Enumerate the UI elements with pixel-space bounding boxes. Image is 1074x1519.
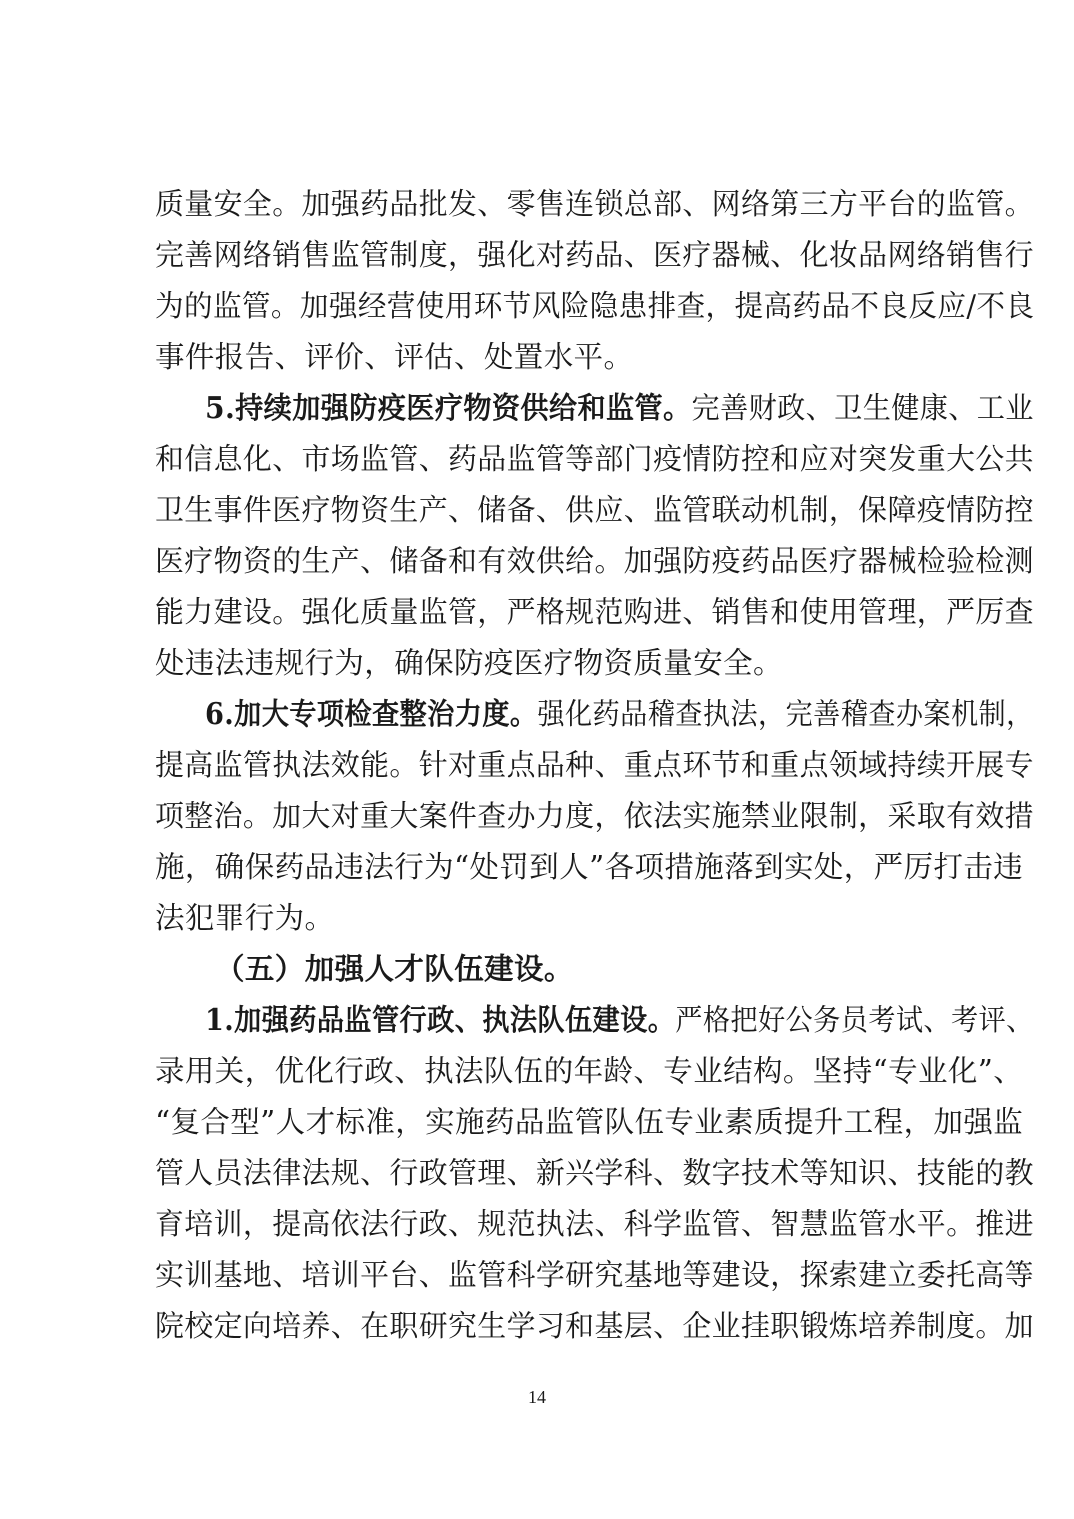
body-line: 录用关，优化行政、执法队伍的年龄、专业结构。坚持“专业化”、 xyxy=(155,1054,1024,1088)
body-line: 能力建设。强化质量监管，严格规范购进、销售和使用管理，严厉查 xyxy=(155,595,1034,629)
body-line: 处违法违规行为，确保防疫医疗物资质量安全。 xyxy=(155,646,783,680)
item-5-title: 5.持续加强防疫医疗物资供给和监管。 xyxy=(205,390,692,425)
item-1-title: 1.加强药品监管行政、执法队伍建设。 xyxy=(205,1002,676,1037)
body-line: 质量安全。加强药品批发、零售连锁总部、网络第三方平台的监管。 xyxy=(155,187,1034,221)
item-1-text: 严格把好公务员考试、考评、 xyxy=(675,1003,1034,1037)
section-heading: （五）加强人才队伍建设。 xyxy=(215,951,574,986)
body-line: 事件报告、评价、评估、处置水平。 xyxy=(155,340,634,374)
body-line: 提高监管执法效能。针对重点品种、重点环节和重点领域持续开展专 xyxy=(155,748,1034,782)
body-line: 实训基地、培训平台、监管科学研究基地等建设，探索建立委托高等 xyxy=(155,1258,1034,1292)
body-line: 院校定向培养、在职研究生学习和基层、企业挂职锻炼培养制度。加 xyxy=(155,1309,1034,1343)
item-5-paragraph-start xyxy=(205,390,1034,426)
body-line: 医疗物资的生产、储备和有效供给。加强防疫药品医疗器械检验检测 xyxy=(155,544,1034,578)
item-6-title: 6.加大专项检查整治力度。 xyxy=(205,696,538,731)
body-line: 和信息化、市场监管、药品监管等部门疫情防控和应对突发重大公共 xyxy=(155,442,1034,476)
item-6-text: 强化药品稽查执法，完善稽查办案机制， xyxy=(537,697,1034,731)
body-line: 育培训，提高依法行政、规范执法、科学监管、智慧监管水平。推进 xyxy=(155,1207,1034,1241)
body-line: 为的监管。加强经营使用环节风险隐患排查，提高药品不良反应/不良 xyxy=(155,289,1035,323)
body-line: 管人员法律法规、行政管理、新兴学科、数字技术等知识、技能的教 xyxy=(155,1156,1034,1190)
body-line: 项整治。加大对重大案件查办力度，依法实施禁业限制，采取有效措 xyxy=(155,799,1034,833)
body-line: 法犯罪行为。 xyxy=(155,901,335,935)
body-line: 卫生事件医疗物资生产、储备、供应、监管联动机制，保障疫情防控 xyxy=(155,493,1034,527)
item-6-paragraph-start xyxy=(205,696,1034,732)
page-number: 14 xyxy=(528,1387,546,1407)
body-line: 施，确保药品违法行为“处罚到人”各项措施落到实处，严厉打击违 xyxy=(155,850,1024,884)
body-line: 完善网络销售监管制度，强化对药品、医疗器械、化妆品网络销售行 xyxy=(155,238,1034,272)
item-1-paragraph-start xyxy=(205,1002,1034,1038)
body-line: “复合型”人才标准，实施药品监管队伍专业素质提升工程，加强监 xyxy=(155,1105,1024,1139)
item-5-text: 完善财政、卫生健康、工业 xyxy=(691,391,1034,425)
